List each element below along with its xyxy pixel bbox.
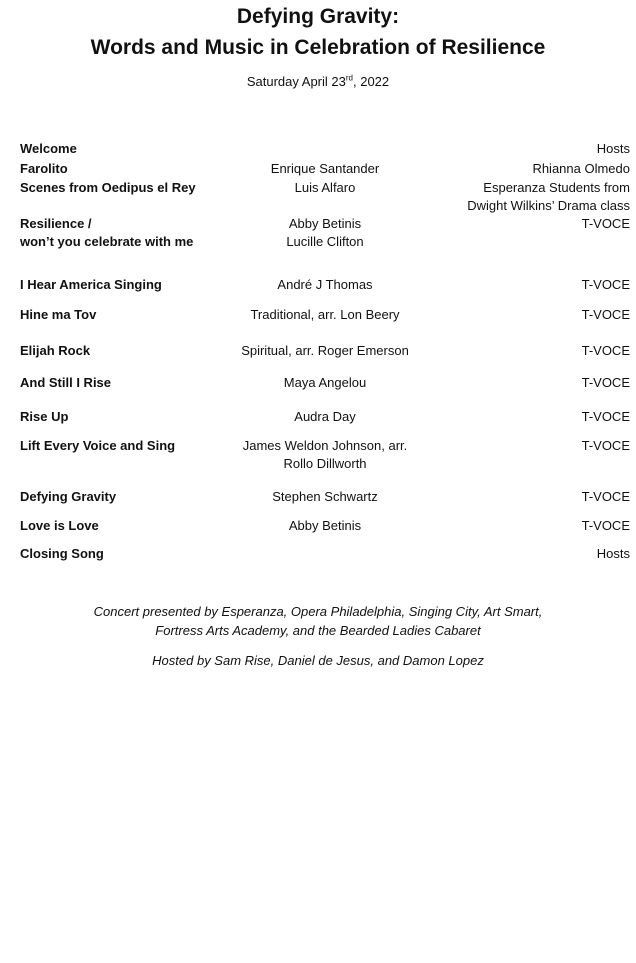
page-title-line-2: Words and Music in Celebration of Resilience xyxy=(90,36,546,59)
piece-performer: T-VOCE xyxy=(581,518,630,533)
presented-by-line-2: Fortress Arts Academy, and the Bearded Ladies Cabaret xyxy=(155,623,481,638)
piece-author: Audra Day xyxy=(294,409,356,424)
piece-author: Abby Betinis Lucille Clifton xyxy=(286,216,364,249)
piece-performer: T-VOCE xyxy=(581,409,630,424)
event-date xyxy=(0,73,636,91)
piece-title: Scenes from Oedipus el Rey xyxy=(20,180,196,195)
piece-title: Elijah Rock xyxy=(20,343,91,358)
hosted-by: Hosted by Sam Rise, Daniel de Jesus, and Damon Lopez xyxy=(152,653,484,668)
piece-title: Resilience / won’t you celebrate with me xyxy=(20,216,194,249)
piece-title: Welcome xyxy=(20,141,77,156)
piece-performer: T-VOCE xyxy=(581,216,630,231)
piece-author: Spiritual, arr. Roger Emerson xyxy=(241,343,409,358)
piece-author: Traditional, arr. Lon Beery xyxy=(250,307,400,322)
piece-title: Defying Gravity xyxy=(20,489,117,504)
piece-author: James Weldon Johnson, arr. Rollo Dillworth xyxy=(242,438,408,471)
piece-performer: T-VOCE xyxy=(581,489,630,504)
event-date-text: Saturday April 23 xyxy=(246,74,346,89)
event-date-ordinal: rd xyxy=(345,73,353,83)
page-title-line-1: Defying Gravity: xyxy=(236,5,400,28)
piece-performer: Hosts xyxy=(596,141,630,156)
piece-title: Farolito xyxy=(20,161,68,176)
piece-performer: Hosts xyxy=(596,546,630,561)
piece-author: Maya Angelou xyxy=(283,375,367,390)
piece-author: Stephen Schwartz xyxy=(272,489,378,504)
piece-author: André J Thomas xyxy=(277,277,373,292)
piece-performer: T-VOCE xyxy=(581,307,630,322)
piece-performer: T-VOCE xyxy=(581,343,630,358)
piece-performer: T-VOCE xyxy=(581,277,630,292)
piece-author: Luis Alfaro xyxy=(294,180,356,195)
piece-title: I Hear America Singing xyxy=(20,277,162,292)
piece-title: Love is Love xyxy=(20,518,99,533)
piece-performer: T-VOCE xyxy=(581,375,630,390)
piece-title: Rise Up xyxy=(20,409,69,424)
piece-title: And Still I Rise xyxy=(20,375,112,390)
piece-performer: Rhianna Olmedo xyxy=(532,161,630,176)
piece-author: Abby Betinis xyxy=(288,518,362,533)
event-date-year: , 2022 xyxy=(352,74,390,89)
presented-by-line-1: Concert presented by Esperanza, Opera Philadelphia, Singing City, Art Smart, xyxy=(93,604,543,619)
piece-title: Lift Every Voice and Sing xyxy=(20,438,176,453)
piece-author: Enrique Santander xyxy=(270,161,380,176)
piece-performer: Esperanza Students from Dwight Wilkins’ Drama class xyxy=(467,180,630,213)
piece-performer: T-VOCE xyxy=(581,438,630,453)
piece-title: Hine ma Tov xyxy=(20,307,97,322)
piece-title: Closing Song xyxy=(20,546,104,561)
